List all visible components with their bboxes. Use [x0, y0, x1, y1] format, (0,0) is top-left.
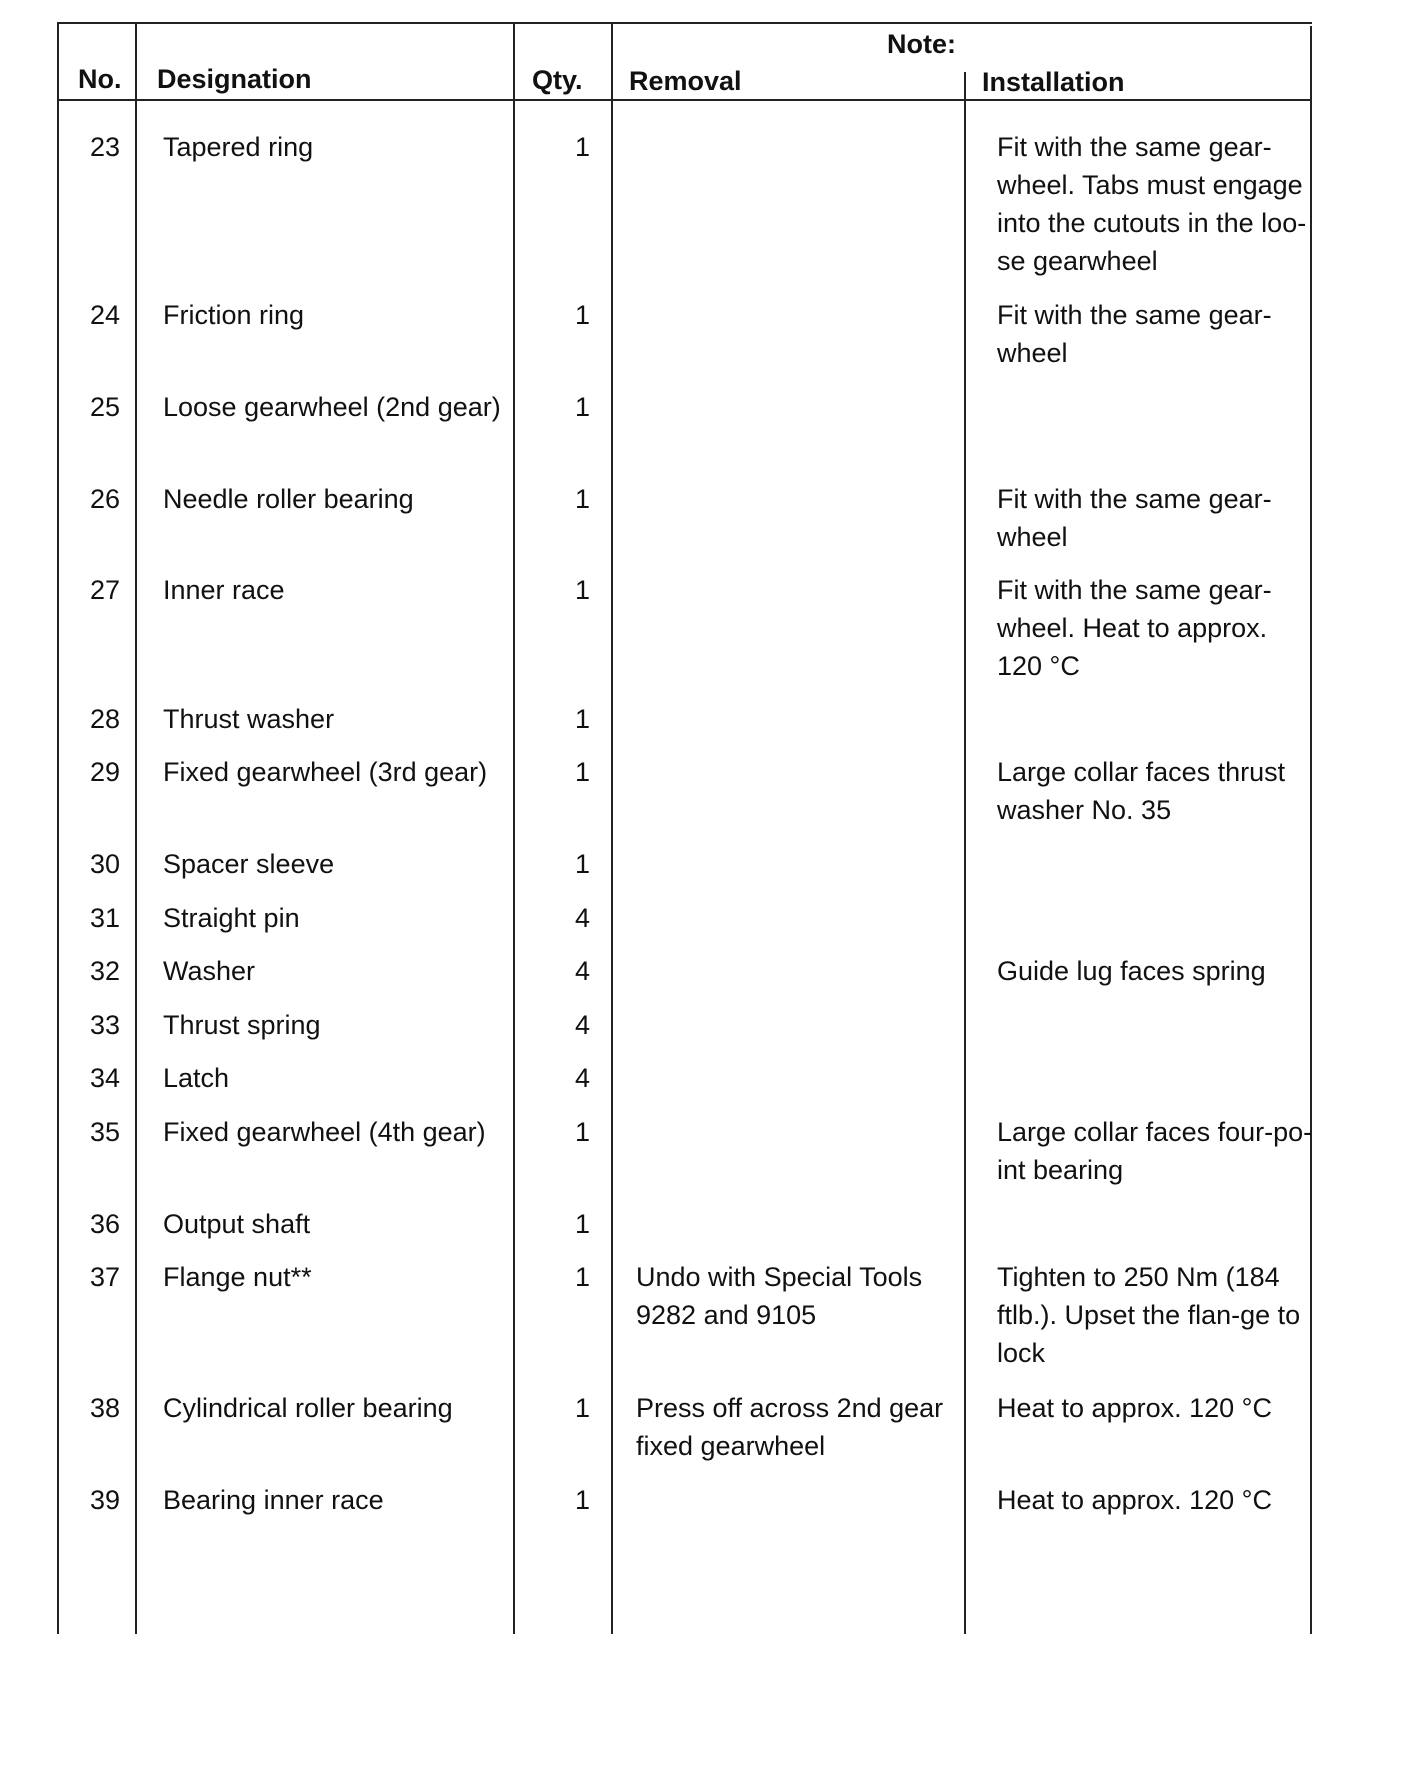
row-qty: 1	[574, 849, 590, 879]
row-number: 37	[89, 1262, 120, 1292]
row-number: 33	[89, 1010, 120, 1040]
row-qty: 1	[574, 1209, 590, 1239]
row-designation: Washer	[163, 956, 256, 986]
row-qty: 4	[574, 1010, 590, 1040]
column-divider-no	[135, 22, 137, 1634]
row-qty: 1	[574, 1393, 590, 1423]
row-qty: 1	[574, 300, 590, 330]
row-qty: 1	[574, 484, 590, 514]
row-designation: Spacer sleeve	[163, 849, 335, 879]
row-designation: Flange nut**	[163, 1262, 312, 1292]
row-qty: 4	[574, 903, 590, 933]
row-number: 38	[89, 1393, 120, 1423]
row-number: 23	[89, 132, 120, 162]
row-designation: Latch	[163, 1063, 230, 1093]
column-divider-qty	[611, 22, 613, 1634]
row-installation: Tighten to 250 Nm (184 ftlb.). Upset the flan-ge to lock	[997, 1262, 1301, 1368]
row-designation: Thrust spring	[163, 1010, 321, 1040]
row-number: 39	[89, 1485, 120, 1515]
header-removal: Removal	[629, 66, 742, 96]
row-installation: Fit with the same gear-wheel	[997, 300, 1272, 368]
row-designation: Straight pin	[163, 903, 300, 933]
header-installation: Installation	[982, 67, 1125, 97]
row-designation: Output shaft	[163, 1209, 311, 1239]
row-number: 26	[89, 484, 120, 514]
row-installation: Large collar faces four-po-int bearing	[997, 1117, 1313, 1185]
row-number: 36	[89, 1209, 120, 1239]
row-designation: Cylindrical roller bearing	[163, 1393, 453, 1423]
row-designation: Tapered ring	[163, 132, 314, 162]
row-removal: Press off across 2nd gear fixed gearwheel	[636, 1393, 944, 1461]
column-divider-designation	[513, 22, 515, 1634]
row-number: 31	[89, 903, 120, 933]
row-installation: Fit with the same gear-wheel	[997, 484, 1272, 552]
row-number: 34	[89, 1063, 120, 1093]
row-number: 35	[89, 1117, 120, 1147]
row-number: 24	[89, 300, 120, 330]
row-qty: 1	[574, 1117, 590, 1147]
row-designation: Fixed gearwheel (4th gear)	[163, 1117, 486, 1147]
table-top-border	[57, 22, 1312, 24]
row-qty: 1	[574, 704, 590, 734]
row-installation: Heat to approx. 120 °C	[997, 1485, 1272, 1515]
row-number: 30	[89, 849, 120, 879]
row-designation: Friction ring	[163, 300, 305, 330]
header-note: Note:	[887, 29, 956, 59]
header-bottom-border	[57, 99, 1312, 101]
row-number: 32	[89, 956, 120, 986]
row-designation: Inner race	[163, 575, 285, 605]
row-qty: 1	[574, 392, 590, 422]
row-installation: Large collar faces thrust washer No. 35	[997, 757, 1286, 825]
row-designation: Loose gearwheel (2nd gear)	[163, 392, 501, 422]
header-qty: Qty.	[532, 65, 583, 95]
row-designation: Needle roller bearing	[163, 484, 414, 514]
row-qty: 4	[574, 1063, 590, 1093]
row-qty: 1	[574, 575, 590, 605]
row-removal: Undo with Special Tools 9282 and 9105	[636, 1262, 923, 1330]
row-number: 29	[89, 757, 120, 787]
row-qty: 1	[574, 1485, 590, 1515]
header-designation: Designation	[157, 64, 312, 94]
row-number: 28	[89, 704, 120, 734]
header-no: No.	[78, 64, 122, 94]
row-qty: 1	[574, 757, 590, 787]
row-number: 27	[89, 575, 120, 605]
row-number: 25	[89, 392, 120, 422]
row-designation: Thrust washer	[163, 704, 335, 734]
row-qty: 1	[574, 1262, 590, 1292]
row-designation: Bearing inner race	[163, 1485, 384, 1515]
row-qty: 1	[574, 132, 590, 162]
row-qty: 4	[574, 956, 590, 986]
row-installation: Guide lug faces spring	[997, 956, 1266, 986]
row-installation: Fit with the same gear-wheel. Heat to approx. 120 °C	[997, 575, 1272, 681]
row-installation: Heat to approx. 120 °C	[997, 1393, 1272, 1423]
row-installation: Fit with the same gear-wheel. Tabs must engage into the cutouts in the loo-se gearwheel	[997, 132, 1307, 276]
row-designation: Fixed gearwheel (3rd gear)	[163, 757, 488, 787]
